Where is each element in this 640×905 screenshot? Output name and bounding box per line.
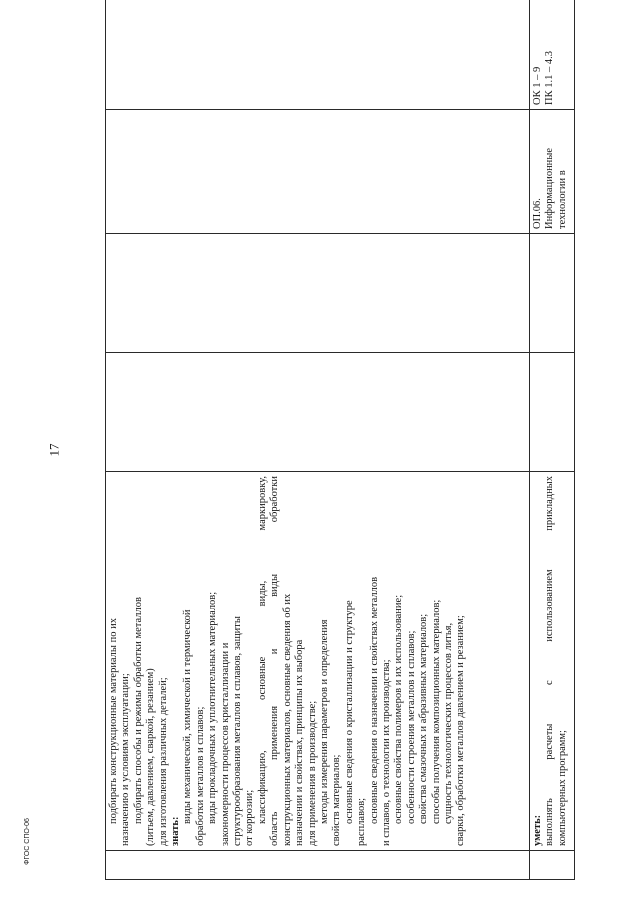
table-page [105,40,575,880]
desc-line: для применения в производстве; [306,700,318,846]
footer-code: ФГОС СПО-06 [23,818,31,865]
desc-line: расплавов; [356,797,368,846]
index-cell [106,851,530,880]
page-number: 17 [46,443,62,457]
desc-line: обработки металлов и сплавов; [194,706,206,846]
desc-line: структурообразования металлов и сплавов, защиты [232,616,244,846]
discipline-cell [530,110,575,234]
desc-line: конструкционных материалов, основные сведения об их [281,593,293,846]
desc-line: свойств материалов; [331,754,343,846]
desc-line: основные свойства полимеров и их использование; [393,594,405,824]
desc-line: классификацию, основные виды, маркировку, [256,476,268,824]
desc-line: (литьем, давлением, сваркой, резанием) [145,668,157,846]
discipline-line: ОП.06. [532,198,543,229]
desc-line: методы измерения параметров и определения [318,619,330,824]
description-cell [530,472,575,851]
desc-line: свойства смазочных и абразивных материалов; [418,613,430,824]
desc-line: назначении и свойствах, принципы их выбора [294,639,306,846]
desc-line: и сплавов, о технологии их производства; [380,659,392,846]
desc-line: область применения и виды обработки [269,476,281,846]
desc-line: подбирать способы и режимы обработки металлов [132,597,144,824]
desc-line: уметь: [532,814,543,846]
table-row [106,0,530,880]
competency-line: ПК 1.1 – 4.3 [544,51,556,105]
desc-line: назначению и условиям эксплуатации; [120,673,132,846]
desc-line: виды прокладочных и уплотнительных материалов; [207,591,219,824]
hours-cell [106,353,530,472]
discipline-line: Информационные [544,147,556,229]
competencies-cell [530,0,575,110]
competency-line: ОК 1 – 9 [532,66,543,105]
desc-line: основные сведения о кристаллизации и структуре [343,600,355,824]
desc-line: сварки, обработки металлов давлением и резанием; [455,615,467,846]
desc-line: подбирать конструкционные материалы по их [108,618,119,824]
desc-line: виды механической, химической и термической [182,609,194,824]
hours-cell [530,353,575,472]
desc-line: основные сведения о назначении и свойствах металлов [368,576,380,824]
max-hours-cell [106,234,530,353]
discipline-line: технологии в [556,170,568,229]
max-hours-cell [530,234,575,353]
desc-line: для изготовления различных деталей; [157,677,169,846]
desc-line: знать: [170,816,182,846]
desc-line: от коррозии; [244,789,256,846]
competencies-cell [106,0,530,110]
desc-line: сущность технологических процессов литья, [442,622,454,824]
index-cell [530,851,575,880]
description-cell [106,472,530,851]
discipline-cell [106,110,530,234]
curriculum-table [105,0,575,880]
desc-line: выполнять расчеты с использованием прикладных [544,476,556,846]
table-row [530,0,575,880]
desc-line: особенности строения металлов и сплавов; [405,630,417,824]
desc-line: компьютерных программ; [556,730,568,846]
desc-line: способы получения композиционных материалов; [430,599,442,824]
desc-line: закономерности процессов кристаллизации и [219,642,231,846]
